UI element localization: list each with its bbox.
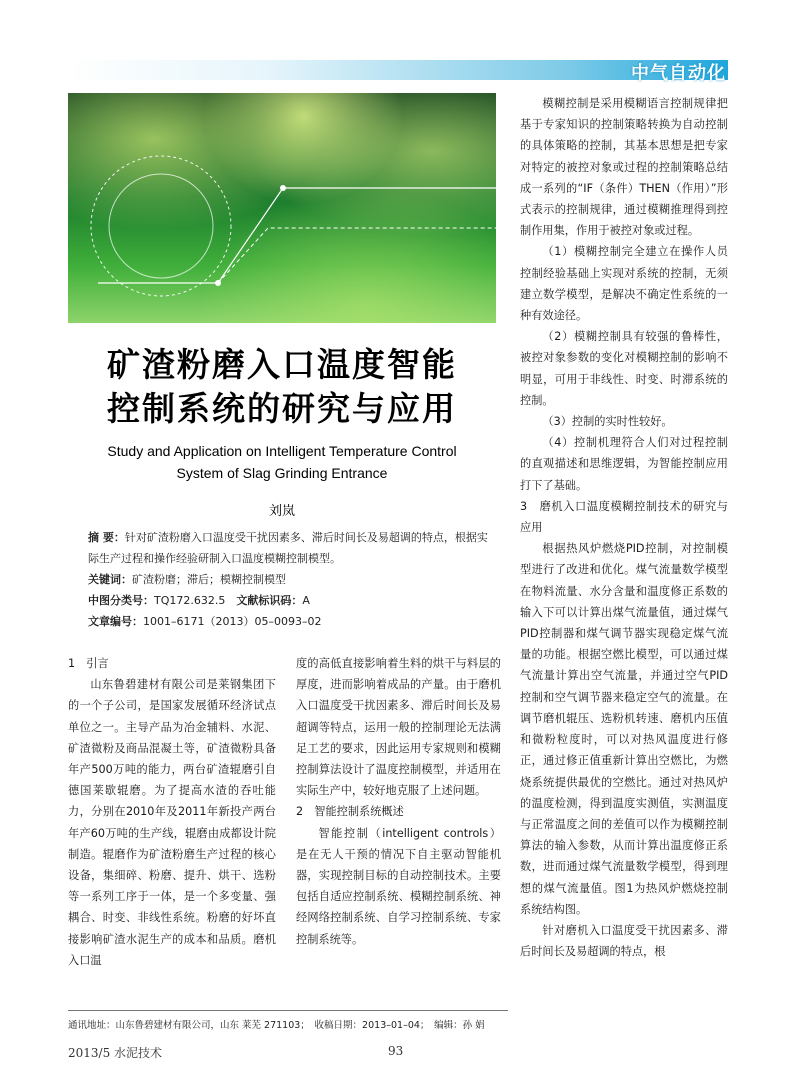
paragraph: 针对磨机入口温度受干扰因素多、滞后时间长及易超调的特点，根 — [520, 923, 728, 959]
cover-line-art — [68, 93, 496, 323]
journal-footer: 2013/5 水泥技术 — [68, 1046, 163, 1060]
section-heading-3: 3 磨机入口温度模糊控制技术的研究与应用 — [520, 499, 728, 535]
paragraph: 度的高低直接影响着生料的烘干与料层的厚度，进而影响着成品的产量。由于磨机入口温度受干扰因素多、滞后时间长及易超调等特点，运用一般的控制理论无法满足工艺的要求，因此运用专家规则和模糊控制算法设计了温度控制模型，并适用在实际生产中，较好地克服了上述问题。 — [296, 657, 501, 798]
doc-code-label: 文献标识码： — [236, 594, 303, 607]
keywords — [88, 569, 492, 590]
classification — [88, 590, 492, 611]
article-number — [88, 611, 492, 632]
author: 刘岚 — [268, 504, 295, 519]
title-en-line-2: System of Slag Grinding Entrance — [176, 465, 388, 481]
doc-code-value: A — [302, 594, 310, 607]
header-bar — [68, 60, 728, 80]
clc-label: 中图分类号： — [88, 594, 154, 607]
column-right — [520, 93, 728, 962]
article-number-label: 文章编号： — [88, 615, 143, 628]
list-item: （3）控制的实时性较好。 — [542, 415, 673, 429]
paragraph: 智能控制（intelligent controls）是在无人干预的情况下自主驱动智能机器，实现控制目标的自动控制技术。主要包括自适应控制系统、模糊控制系统、神经网络控制系统、自学习控制系统、专家控制系统等。 — [296, 826, 501, 946]
cover-illustration — [68, 93, 496, 323]
section-title: 中气自动化 — [631, 63, 726, 84]
paragraph: 根据热风炉燃烧PID控制，对控制模型进行了改进和优化。煤气流量数学模型在物料流量、水分含量和温度修正系数的输入下可以计算出煤气流量值，通过煤气PID控制器和煤气调节器实现稳定煤气流量的功能。根据空燃比模型，可以通过煤气流量计算出空气流量，并通过空气PID控制和空气调节器来稳定空气的流量。在调节磨机辊压、选粉机转速、磨机内压值和微粉粒度时，可以对热风温度进行修正，通过修正值重新计算出空燃比，为燃烧系统提供最优的空燃比。通过对热风炉的温度检测，得到温度实测值，实测温度与正常温度之间的差值可以作为模糊控制算法的输入参数，从而计算出温度修正系数，进而通过煤气流量数学模型，得到理想的煤气流量值。图1为热风炉燃烧控制系统结构图。 — [520, 542, 728, 916]
abstract — [88, 527, 492, 569]
section-heading-1: 1 引言 — [68, 657, 109, 670]
list-item: （4）控制机理符合人们对过程控制的直观描述和思维逻辑，为智能控制应用打下了基础。 — [520, 436, 728, 492]
title-en-line-1: Study and Application on Intelligent Temperature Control — [107, 443, 457, 459]
article-title-en — [68, 440, 496, 484]
abstract-block — [88, 527, 492, 632]
article-title-cn — [68, 343, 496, 431]
abstract-label: 摘 要： — [88, 531, 125, 544]
paragraph: 模糊控制是采用模糊语言控制规律把基于专家知识的控制策略转换为自动控制的具体策略的控制，其基本思想是把专家对特定的被控对象或过程的控制策略总结成一系列的“IF（条件）THEN（作用）”形式表示的控制规律，通过模糊推理得到控制作用集，作用于被控对象或过程。 — [520, 97, 728, 238]
column-left — [68, 653, 276, 971]
column-middle — [296, 653, 501, 950]
title-cn-line-1: 矿渣粉磨入口温度智能 — [107, 345, 457, 384]
article-number-value: 1001–6171（2013）05–0093–02 — [143, 615, 322, 628]
abstract-text: 针对矿渣粉磨入口温度受干扰因素多、滞后时间长及易超调的特点，根据实际生产过程和操作经验研制入口温度模糊控制模型。 — [88, 531, 488, 565]
footnote: 通讯地址：山东鲁碧建材有限公司，山东 莱芜 271103； 收稿日期：2013–01–04； 编辑：孙 娟 — [68, 1020, 485, 1031]
page-number: 93 — [388, 1044, 404, 1058]
clc-value: TQ172.632.5 — [154, 594, 226, 607]
list-item: （1）模糊控制完全建立在操作人员控制经验基础上实现对系统的控制，无须建立数学模型，是解决不确定性系统的一种有效途径。 — [520, 245, 728, 323]
list-item: （2）模糊控制具有较强的鲁棒性，被控对象参数的变化对模糊控制的影响不明显，可用于非线性、时变、时滞系统的控制。 — [520, 330, 728, 407]
keywords-label: 关键词： — [88, 573, 132, 586]
section-heading-2: 2 智能控制系统概述 — [296, 805, 404, 819]
title-cn-line-2: 控制系统的研究与应用 — [107, 389, 457, 428]
footnote-rule — [68, 1010, 508, 1011]
keywords-text: 矿渣粉磨；滞后；模糊控制模型 — [132, 573, 286, 586]
paragraph: 山东鲁碧建材有限公司是莱钢集团下的一个子公司，是国家发展循环经济试点单位之一。主导产品为冶金辅料、水泥、矿渣微粉及商品混凝土等，矿渣微粉具备年产500万吨的能力，两台矿渣辊磨引自德国莱歇辊磨。为了提高水渣的吞吐能力，分别在2010年及2011年新投产两台年产60万吨的生产线，辊磨由成都设计院制造。辊磨作为矿渣粉磨生产过程的核心设备，集细碎、粉磨、提升、烘干、选粉等一系列工序于一体，是一个多变量、强耦合、时变、非线性系统。粉磨的好坏直接影响矿渣水泥生产的成本和品质。磨机入口温 — [68, 678, 276, 967]
